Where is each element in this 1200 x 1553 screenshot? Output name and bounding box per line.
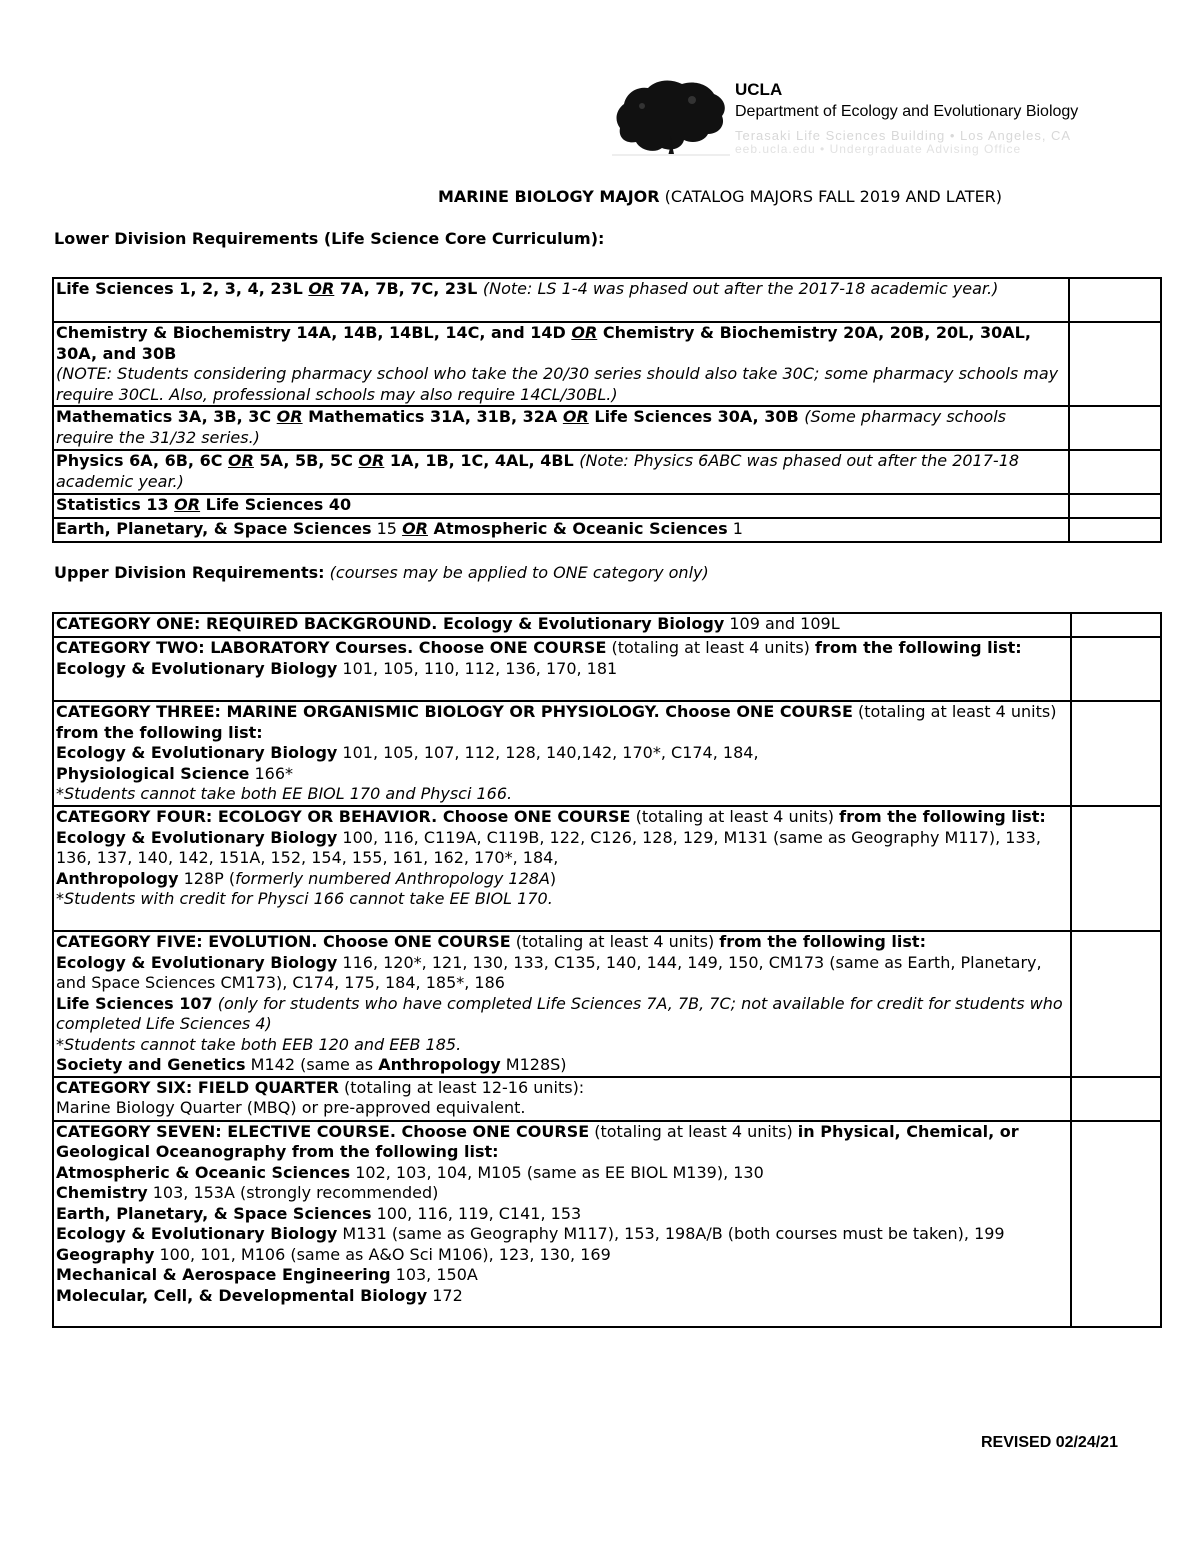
lower-division-heading: Lower Division Requirements (Life Science Core Curriculum): <box>54 229 605 248</box>
table-row <box>53 613 1161 637</box>
upper-division-table <box>52 612 1162 1328</box>
lower-division-table <box>52 277 1162 543</box>
category-three-cell: CATEGORY THREE: MARINE ORGANISMIC BIOLOGY OR PHYSIOLOGY. Choose ONE COURSE (totaling at least 4 units) from the following list: Ecology & Evolutionary Biology 101, 105, 107, 112, 128, 140,142, 170*, C174, 184, Physiological Science 166* *Students cannot take both EE BIOL 170 and Physci 166. <box>53 701 1071 806</box>
checkbox-cell[interactable] <box>1069 322 1161 406</box>
logo-faint-line: eeb.ucla.edu • Undergraduate Advising Office <box>735 142 1022 156</box>
checkbox-cell[interactable] <box>1071 613 1161 637</box>
requirement-cell: Mathematics 3A, 3B, 3C OR Mathematics 31A, 31B, 32A OR Life Sciences 30A, 30B (Some pharmacy schools require the 31/32 series.) <box>53 406 1069 450</box>
checkbox-cell[interactable] <box>1071 1077 1161 1121</box>
requirement-cell: Life Sciences 1, 2, 3, 4, 23L OR 7A, 7B, 7C, 23L (Note: LS 1-4 was phased out after the 2017-18 academic year.) <box>53 278 1069 322</box>
revision-date: REVISED 02/24/21 <box>981 1434 1118 1451</box>
university-name: UCLA <box>735 80 783 99</box>
table-row <box>53 322 1161 406</box>
table-row <box>53 1121 1161 1327</box>
checkbox-cell[interactable] <box>1071 931 1161 1077</box>
table-row <box>53 406 1161 450</box>
checkbox-cell[interactable] <box>1071 701 1161 806</box>
ucla-eeb-logo <box>612 76 1127 160</box>
requirement-cell: Physics 6A, 6B, 6C OR 5A, 5B, 5C OR 1A, 1B, 1C, 4AL, 4BL (Note: Physics 6ABC was phased out after the 2017-18 academic year.) <box>53 450 1069 494</box>
table-row <box>53 931 1161 1077</box>
checkbox-cell[interactable] <box>1069 494 1161 518</box>
table-row <box>53 1077 1161 1121</box>
table-row <box>53 518 1161 542</box>
tree-icon <box>612 76 730 160</box>
requirement-cell: Statistics 13 OR Life Sciences 40 <box>53 494 1069 518</box>
checkbox-cell[interactable] <box>1071 806 1161 931</box>
table-row <box>53 450 1161 494</box>
requirement-cell: Earth, Planetary, & Space Sciences 15 OR Atmospheric & Oceanic Sciences 1 <box>53 518 1069 542</box>
department-name: Department of Ecology and Evolutionary Biology <box>735 103 1079 120</box>
checkbox-cell[interactable] <box>1071 637 1161 701</box>
checkbox-cell[interactable] <box>1069 406 1161 450</box>
category-one-cell: CATEGORY ONE: REQUIRED BACKGROUND. Ecology & Evolutionary Biology 109 and 109L <box>53 613 1071 637</box>
requirement-cell: Chemistry & Biochemistry 14A, 14B, 14BL, 14C, and 14D OR Chemistry & Biochemistry 20A, 20B, 20L, 30AL, 30A, and 30B (NOTE: Students considering pharmacy school who take the 20/30 series should also take 30C; some pharmacy schools may require 30CL. Also, professional schools may also require 14CL/30BL.) <box>53 322 1069 406</box>
category-five-cell: CATEGORY FIVE: EVOLUTION. Choose ONE COURSE (totaling at least 4 units) from the following list: Ecology & Evolutionary Biology 116, 120*, 121, 130, 133, C135, 140, 144, 149, 150, CM173 (same as Earth, Planetary, and Space Sciences CM173), C174, 175, 184, 185*, 186 Life Sciences 107 (only for students who have completed Life Sciences 7A, 7B, 7C; not available for credit for students who completed Life Sciences 4) *Students cannot take both EEB 120 and EEB 185. Society and Genetics M142 (same as Anthropology M128S) <box>53 931 1071 1077</box>
category-two-cell: CATEGORY TWO: LABORATORY Courses. Choose ONE COURSE (totaling at least 4 units) from the following list: Ecology & Evolutionary Biology 101, 105, 110, 112, 136, 170, 181 <box>53 637 1071 701</box>
category-seven-cell: CATEGORY SEVEN: ELECTIVE COURSE. Choose ONE COURSE (totaling at least 4 units) in Physical, Chemical, or Geological Oceanography from the following list: Atmospheric & Oceanic Sciences 102, 103, 104, M105 (same as EE BIOL M139), 130 Chemistry 103, 153A (strongly recommended) Earth, Planetary, & Space Sciences 100, 116, 119, C141, 153 Ecology & Evolutionary Biology M131 (same as Geography M117), 153, 198A/B (both courses must be taken), 199 Geography 100, 101, M106 (same as A&O Sci M106), 123, 130, 169 Mechanical & Aerospace Engineering 103, 150A Molecular, Cell, & Developmental Biology 172 <box>53 1121 1071 1327</box>
table-row <box>53 806 1161 931</box>
table-row <box>53 701 1161 806</box>
checkbox-cell[interactable] <box>1069 450 1161 494</box>
upper-division-heading: Upper Division Requirements: (courses may be applied to ONE category only) <box>54 563 709 582</box>
checkbox-cell[interactable] <box>1071 1121 1161 1327</box>
checkbox-cell[interactable] <box>1069 278 1161 322</box>
logo-faint-line: Terasaki Life Sciences Building • Los Angeles, CA <box>735 128 1072 143</box>
table-row <box>53 278 1161 322</box>
checkbox-cell[interactable] <box>1069 518 1161 542</box>
table-row <box>53 637 1161 701</box>
table-row <box>53 494 1161 518</box>
page-title: MARINE BIOLOGY MAJOR (CATALOG MAJORS FALL 2019 AND LATER) <box>438 187 1003 206</box>
category-six-cell: CATEGORY SIX: FIELD QUARTER (totaling at least 12-16 units): Marine Biology Quarter (MBQ) or pre-approved equivalent. <box>53 1077 1071 1121</box>
category-four-cell: CATEGORY FOUR: ECOLOGY OR BEHAVIOR. Choose ONE COURSE (totaling at least 4 units) from the following list: Ecology & Evolutionary Biology 100, 116, C119A, C119B, 122, C126, 128, 129, M131 (same as Geography M117), 133, 136, 137, 140, 142, 151A, 152, 154, 155, 161, 162, 170*, 184, Anthropology 128P (formerly numbered Anthropology 128A) *Students with credit for Physci 166 cannot take EE BIOL 170. <box>53 806 1071 931</box>
